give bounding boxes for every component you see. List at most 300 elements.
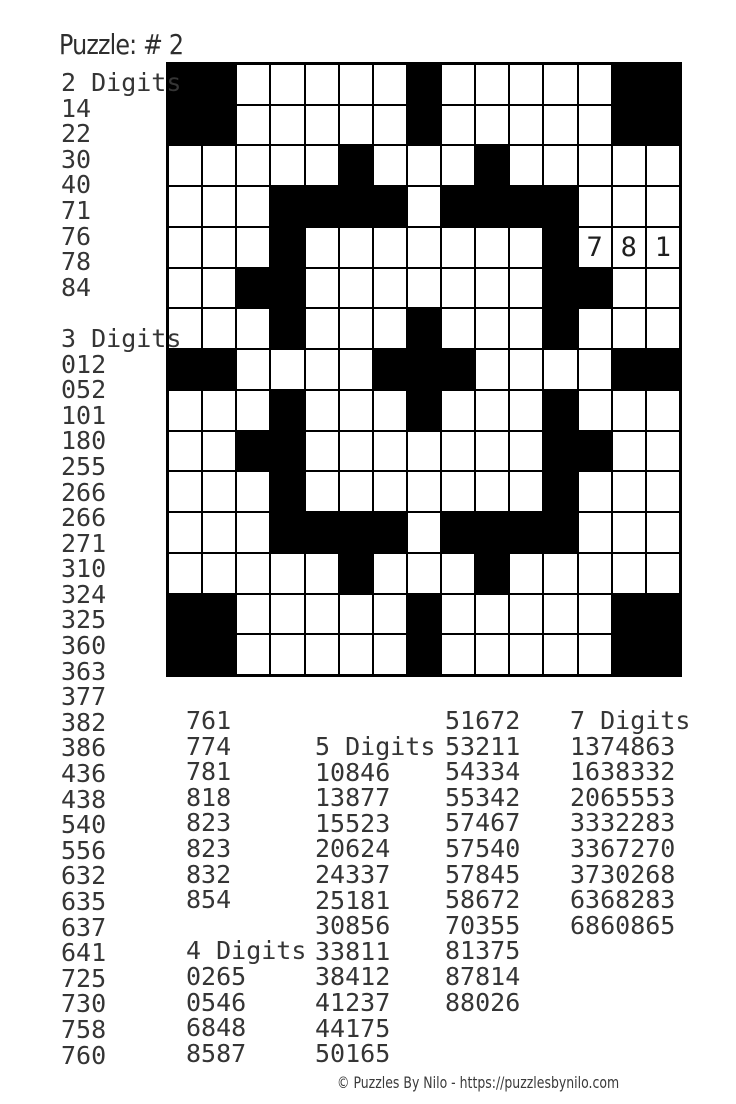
empty-cell[interactable]	[509, 594, 543, 635]
clue-number: 87814	[445, 961, 521, 991]
black-cell	[270, 227, 304, 268]
clue-section-header: 4 Digits	[186, 936, 307, 966]
black-cell	[339, 553, 373, 594]
clue-number: 556	[61, 835, 107, 865]
empty-cell[interactable]	[305, 268, 339, 309]
empty-cell[interactable]	[578, 634, 612, 675]
clue-number: 266	[61, 503, 107, 533]
black-cell	[475, 553, 509, 594]
black-cell	[270, 512, 304, 553]
black-cell	[543, 471, 577, 512]
black-cell	[646, 64, 680, 105]
empty-cell[interactable]	[373, 471, 407, 512]
black-cell	[646, 594, 680, 635]
empty-cell[interactable]	[441, 268, 475, 309]
empty-cell[interactable]	[509, 227, 543, 268]
empty-cell[interactable]	[236, 349, 270, 390]
empty-cell[interactable]	[475, 471, 509, 512]
empty-cell[interactable]	[339, 431, 373, 472]
empty-cell[interactable]	[509, 553, 543, 594]
empty-cell[interactable]	[236, 471, 270, 512]
clue-number: 266	[61, 477, 107, 507]
empty-cell[interactable]	[441, 471, 475, 512]
empty-cell[interactable]	[578, 64, 612, 105]
clue-number: 377	[61, 682, 107, 712]
clue-number: 71	[61, 195, 92, 225]
empty-cell[interactable]	[339, 227, 373, 268]
clue-number: 854	[186, 885, 232, 915]
empty-cell[interactable]	[373, 105, 407, 146]
black-cell	[646, 349, 680, 390]
empty-cell[interactable]	[475, 227, 509, 268]
black-cell	[578, 268, 612, 309]
black-cell	[543, 308, 577, 349]
black-cell	[612, 64, 646, 105]
clue-number: 33811	[315, 936, 391, 966]
black-cell	[543, 268, 577, 309]
clue-number: 781	[186, 757, 232, 787]
empty-cell[interactable]	[305, 64, 339, 105]
black-cell	[441, 512, 475, 553]
empty-cell[interactable]	[475, 390, 509, 431]
black-cell	[543, 390, 577, 431]
empty-cell[interactable]	[305, 431, 339, 472]
empty-cell[interactable]	[612, 553, 646, 594]
empty-cell[interactable]	[509, 105, 543, 146]
clue-number: 58672	[445, 885, 521, 915]
empty-cell[interactable]	[305, 471, 339, 512]
empty-cell[interactable]	[475, 308, 509, 349]
clue-number: 635	[61, 887, 107, 916]
empty-cell[interactable]	[475, 634, 509, 675]
black-cell	[305, 512, 339, 553]
black-cell	[543, 227, 577, 268]
clue-number: 15523	[315, 808, 391, 838]
empty-cell[interactable]	[578, 390, 612, 431]
empty-cell[interactable]	[646, 471, 680, 512]
clue-number: 25181	[315, 885, 391, 915]
black-cell	[305, 186, 339, 227]
clue-number: 84	[61, 272, 92, 302]
clue-number: 6848	[186, 1013, 247, 1043]
clue-number: 10846	[315, 757, 391, 787]
empty-cell[interactable]	[646, 390, 680, 431]
empty-cell[interactable]	[543, 64, 577, 105]
prefilled-cell[interactable]: 1	[646, 227, 680, 268]
empty-cell[interactable]	[236, 64, 270, 105]
clue-number: 012	[61, 349, 107, 379]
clue-number: 54334	[445, 757, 521, 787]
empty-cell[interactable]	[236, 105, 270, 146]
empty-cell[interactable]	[509, 349, 543, 390]
empty-cell[interactable]	[407, 145, 441, 186]
empty-cell[interactable]	[407, 227, 441, 268]
clue-section-header: 5 Digits	[315, 732, 436, 761]
empty-cell[interactable]	[339, 349, 373, 390]
empty-cell[interactable]	[373, 431, 407, 472]
clue-number: 774	[186, 731, 232, 761]
clue-number: 438	[61, 784, 107, 814]
clue-number: 761	[186, 706, 232, 735]
clue-number: 53211	[445, 731, 521, 761]
empty-cell[interactable]	[339, 308, 373, 349]
clue-number: 255	[61, 451, 107, 481]
empty-cell[interactable]	[339, 105, 373, 146]
empty-cell[interactable]	[270, 594, 304, 635]
empty-cell[interactable]	[236, 553, 270, 594]
clue-number: 81375	[445, 936, 521, 966]
empty-cell[interactable]	[475, 349, 509, 390]
black-cell	[236, 431, 270, 472]
clue-number: 50165	[315, 1039, 391, 1069]
empty-cell[interactable]	[236, 145, 270, 186]
clue-section-header: 2 Digits	[61, 68, 182, 97]
clue-column-1	[61, 70, 181, 1068]
empty-cell[interactable]	[236, 594, 270, 635]
clue-number: 70355	[445, 910, 521, 940]
empty-cell[interactable]	[441, 431, 475, 472]
black-cell	[270, 390, 304, 431]
empty-cell[interactable]	[612, 268, 646, 309]
black-cell	[543, 186, 577, 227]
clue-number: 540	[61, 810, 107, 840]
empty-cell[interactable]	[373, 268, 407, 309]
clue-number: 436	[61, 759, 107, 789]
empty-cell[interactable]	[339, 268, 373, 309]
clue-number: 38412	[315, 962, 391, 992]
empty-cell[interactable]	[373, 553, 407, 594]
clue-number: 310	[61, 554, 107, 584]
clue-number: 6368283	[570, 885, 676, 915]
empty-cell[interactable]	[236, 634, 270, 675]
clue-number: 632	[61, 861, 107, 891]
clue-number: 8587	[186, 1038, 247, 1068]
black-cell	[475, 512, 509, 553]
empty-cell[interactable]	[236, 308, 270, 349]
empty-cell[interactable]	[202, 512, 236, 553]
empty-cell[interactable]	[270, 553, 304, 594]
empty-cell[interactable]	[578, 594, 612, 635]
empty-cell[interactable]	[202, 145, 236, 186]
empty-cell[interactable]	[373, 64, 407, 105]
empty-cell[interactable]	[202, 308, 236, 349]
clue-number: 325	[61, 605, 107, 635]
clue-spacer	[61, 300, 181, 326]
black-cell	[202, 105, 236, 146]
clue-spacer	[186, 913, 306, 939]
empty-cell[interactable]	[407, 512, 441, 553]
empty-cell[interactable]	[202, 186, 236, 227]
clue-number: 76	[61, 221, 92, 251]
empty-cell[interactable]	[202, 227, 236, 268]
empty-cell[interactable]	[543, 634, 577, 675]
black-cell	[270, 471, 304, 512]
empty-cell[interactable]	[270, 634, 304, 675]
empty-cell[interactable]	[373, 634, 407, 675]
empty-cell[interactable]	[475, 268, 509, 309]
empty-cell[interactable]	[373, 390, 407, 431]
black-cell	[407, 594, 441, 635]
empty-cell[interactable]	[305, 145, 339, 186]
clue-number: 180	[61, 426, 107, 456]
clue-number: 57467	[445, 808, 521, 838]
empty-cell[interactable]	[202, 553, 236, 594]
clue-number: 725	[61, 963, 107, 993]
black-cell	[578, 431, 612, 472]
empty-cell[interactable]	[305, 634, 339, 675]
empty-cell[interactable]	[441, 308, 475, 349]
empty-cell[interactable]	[305, 349, 339, 390]
empty-cell[interactable]	[475, 431, 509, 472]
clue-number: 6860865	[570, 910, 676, 940]
clue-number: 360	[61, 631, 107, 661]
page-title: Puzzle: # 2	[59, 28, 184, 61]
empty-cell[interactable]	[305, 553, 339, 594]
empty-cell[interactable]	[339, 594, 373, 635]
empty-cell[interactable]	[509, 64, 543, 105]
clue-number: 760	[61, 1040, 107, 1070]
black-cell	[202, 64, 236, 105]
empty-cell[interactable]	[305, 227, 339, 268]
empty-cell[interactable]	[339, 471, 373, 512]
clue-number: 88026	[445, 987, 521, 1017]
black-cell	[646, 634, 680, 675]
clue-number: 823	[186, 833, 232, 863]
empty-cell[interactable]	[236, 186, 270, 227]
empty-cell[interactable]	[441, 64, 475, 105]
black-cell	[236, 268, 270, 309]
black-cell	[373, 512, 407, 553]
empty-cell[interactable]	[270, 349, 304, 390]
empty-cell[interactable]	[509, 268, 543, 309]
empty-cell[interactable]	[441, 634, 475, 675]
empty-cell[interactable]	[270, 64, 304, 105]
black-cell	[202, 594, 236, 635]
black-cell	[509, 512, 543, 553]
clue-number: 3730268	[570, 859, 676, 889]
empty-cell[interactable]	[305, 390, 339, 431]
empty-cell[interactable]	[373, 145, 407, 186]
empty-cell[interactable]	[441, 105, 475, 146]
empty-cell[interactable]	[407, 471, 441, 512]
clue-number: 40	[61, 170, 92, 200]
empty-cell[interactable]	[407, 268, 441, 309]
empty-cell[interactable]	[407, 186, 441, 227]
puzzle-grid	[166, 62, 682, 677]
clue-number: 30856	[315, 911, 391, 941]
empty-cell[interactable]	[202, 471, 236, 512]
empty-cell[interactable]	[578, 349, 612, 390]
clue-number: 818	[186, 782, 232, 812]
black-cell	[543, 431, 577, 472]
clue-number: 386	[61, 733, 107, 763]
clue-number: 41237	[315, 987, 391, 1017]
empty-cell[interactable]	[475, 105, 509, 146]
black-cell	[475, 145, 509, 186]
clue-number: 57540	[445, 833, 521, 863]
empty-cell[interactable]	[612, 308, 646, 349]
black-cell	[407, 64, 441, 105]
prefilled-cell[interactable]: 7	[578, 227, 612, 268]
clue-number: 1374863	[570, 731, 676, 761]
empty-cell[interactable]	[270, 145, 304, 186]
clue-number: 363	[61, 656, 107, 686]
clue-number: 0546	[186, 987, 247, 1017]
black-cell	[407, 390, 441, 431]
empty-cell[interactable]	[543, 594, 577, 635]
empty-cell[interactable]	[202, 431, 236, 472]
clue-number: 832	[186, 859, 232, 889]
clue-number: 14	[61, 93, 92, 123]
empty-cell[interactable]	[339, 64, 373, 105]
black-cell	[612, 634, 646, 675]
black-cell	[441, 349, 475, 390]
black-cell	[270, 431, 304, 472]
clue-number: 637	[61, 912, 107, 942]
clue-number: 3332283	[570, 808, 676, 838]
footer-credit: © Puzzles By Nilo - https://puzzlesbynilo.com	[337, 1073, 620, 1092]
empty-cell[interactable]	[646, 145, 680, 186]
empty-cell[interactable]	[305, 308, 339, 349]
empty-cell[interactable]	[612, 471, 646, 512]
black-cell	[407, 634, 441, 675]
black-cell	[646, 105, 680, 146]
black-cell	[202, 349, 236, 390]
black-cell	[270, 268, 304, 309]
empty-cell[interactable]	[339, 634, 373, 675]
black-cell	[373, 349, 407, 390]
clue-section-header: 7 Digits	[570, 706, 691, 735]
empty-cell[interactable]	[612, 145, 646, 186]
empty-cell[interactable]	[441, 553, 475, 594]
clue-number: 44175	[315, 1013, 391, 1043]
black-cell	[543, 512, 577, 553]
clue-number: 51672	[445, 706, 521, 735]
black-cell	[407, 105, 441, 146]
empty-cell[interactable]	[578, 105, 612, 146]
empty-cell[interactable]	[475, 64, 509, 105]
clue-number: 24337	[315, 859, 391, 889]
empty-cell[interactable]	[578, 512, 612, 553]
black-cell	[612, 349, 646, 390]
empty-cell[interactable]	[543, 349, 577, 390]
clue-number: 641	[61, 938, 107, 968]
clue-number: 1638332	[570, 757, 676, 787]
empty-cell[interactable]	[578, 553, 612, 594]
clue-column-5	[570, 708, 690, 938]
empty-cell[interactable]	[646, 431, 680, 472]
empty-cell[interactable]	[509, 308, 543, 349]
black-cell	[407, 308, 441, 349]
empty-cell[interactable]	[509, 634, 543, 675]
empty-cell[interactable]	[543, 105, 577, 146]
black-cell	[509, 186, 543, 227]
clue-number: 730	[61, 989, 107, 1019]
clue-number: 13877	[315, 783, 391, 813]
prefilled-cell[interactable]: 8	[612, 227, 646, 268]
empty-cell[interactable]	[578, 186, 612, 227]
empty-cell[interactable]	[612, 186, 646, 227]
empty-cell[interactable]	[646, 186, 680, 227]
black-cell	[339, 512, 373, 553]
empty-cell[interactable]	[578, 471, 612, 512]
empty-cell[interactable]	[612, 431, 646, 472]
clue-number: 324	[61, 579, 107, 609]
empty-cell[interactable]	[441, 594, 475, 635]
empty-cell[interactable]	[509, 145, 543, 186]
empty-cell[interactable]	[305, 594, 339, 635]
empty-cell[interactable]	[373, 594, 407, 635]
empty-cell[interactable]	[441, 145, 475, 186]
clue-number: 823	[186, 808, 232, 838]
empty-cell[interactable]	[270, 105, 304, 146]
black-cell	[475, 186, 509, 227]
empty-cell[interactable]	[612, 390, 646, 431]
black-cell	[612, 594, 646, 635]
black-cell	[373, 186, 407, 227]
empty-cell[interactable]	[509, 431, 543, 472]
clue-number: 271	[61, 528, 107, 558]
black-cell	[339, 145, 373, 186]
clue-number: 20624	[315, 834, 391, 864]
empty-cell[interactable]	[509, 390, 543, 431]
empty-cell[interactable]	[578, 145, 612, 186]
clue-number: 052	[61, 375, 107, 405]
clue-number: 78	[61, 247, 92, 277]
empty-cell[interactable]	[373, 308, 407, 349]
black-cell	[270, 186, 304, 227]
empty-cell[interactable]	[578, 308, 612, 349]
empty-cell[interactable]	[202, 268, 236, 309]
empty-cell[interactable]	[543, 553, 577, 594]
clue-column-3	[315, 734, 435, 1067]
black-cell	[339, 186, 373, 227]
black-cell	[270, 308, 304, 349]
empty-cell[interactable]	[646, 268, 680, 309]
empty-cell[interactable]	[612, 512, 646, 553]
empty-cell[interactable]	[475, 594, 509, 635]
empty-cell[interactable]	[236, 512, 270, 553]
empty-cell[interactable]	[407, 431, 441, 472]
black-cell	[612, 105, 646, 146]
empty-cell[interactable]	[646, 308, 680, 349]
clue-number: 758	[61, 1014, 107, 1044]
empty-cell[interactable]	[236, 227, 270, 268]
empty-cell[interactable]	[509, 471, 543, 512]
empty-cell[interactable]	[407, 553, 441, 594]
clue-number: 30	[61, 144, 92, 174]
clue-number: 3367270	[570, 833, 676, 863]
empty-cell[interactable]	[305, 105, 339, 146]
clue-number: 57845	[445, 859, 521, 889]
empty-cell[interactable]	[441, 227, 475, 268]
empty-cell[interactable]	[543, 145, 577, 186]
empty-cell[interactable]	[646, 512, 680, 553]
clue-section-header: 3 Digits	[61, 323, 182, 353]
empty-cell[interactable]	[236, 390, 270, 431]
clue-number: 55342	[445, 782, 521, 812]
empty-cell[interactable]	[202, 390, 236, 431]
empty-cell[interactable]	[441, 390, 475, 431]
empty-cell[interactable]	[373, 227, 407, 268]
clue-number: 22	[61, 119, 92, 149]
empty-cell[interactable]	[339, 390, 373, 431]
empty-cell[interactable]	[646, 553, 680, 594]
black-cell	[407, 349, 441, 390]
clue-number: 382	[61, 707, 107, 737]
clue-column-4	[445, 708, 520, 1015]
clue-number: 101	[61, 400, 107, 430]
